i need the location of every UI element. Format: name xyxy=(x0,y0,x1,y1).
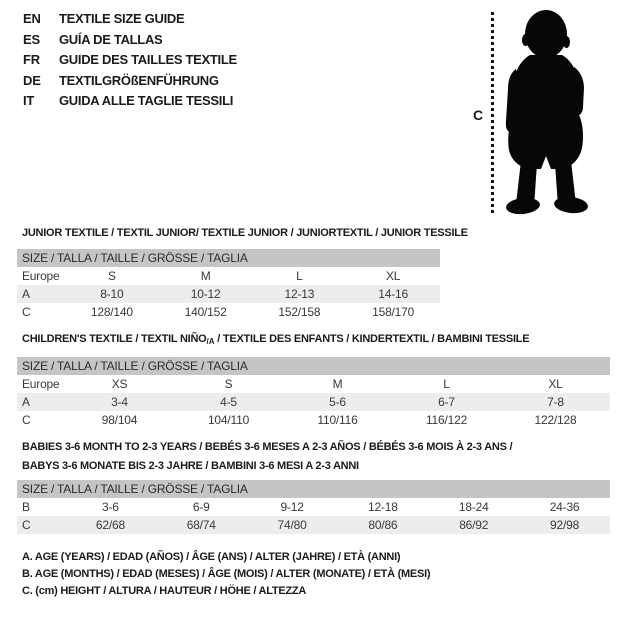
size-header-bar: SIZE / TALLA / TAILLE / GRÖSSE / TAGLIA xyxy=(17,357,610,375)
size-header-bar: SIZE / TALLA / TAILLE / GRÖSSE / TAGLIA xyxy=(17,249,440,267)
size-value: 74/80 xyxy=(277,518,307,532)
table-row xyxy=(17,285,440,303)
babies-size-table xyxy=(17,480,610,534)
size-value: XS xyxy=(111,377,128,391)
section-title-text: / TEXTILE DES ENFANTS / KINDERTEXTIL / BAMBINI TESSILE xyxy=(214,333,530,345)
size-value: 3-4 xyxy=(111,395,128,409)
size-value: 12-13 xyxy=(284,287,315,301)
size-value: 98/104 xyxy=(101,413,138,427)
size-value: XL xyxy=(385,269,401,283)
babies-section-title xyxy=(22,439,582,475)
size-value: 140/152 xyxy=(184,305,227,319)
size-value: 128/140 xyxy=(90,305,133,319)
size-value: 14-16 xyxy=(378,287,408,301)
size-value: L xyxy=(296,269,303,283)
toddler-silhouette xyxy=(500,9,592,215)
legend-line-b: B. AGE (MONTHS) / EDAD (MESES) / ÂGE (MOIS) / ALTER (MONATE) / ETÀ (MESI) xyxy=(22,568,431,580)
language-code: ES xyxy=(23,31,40,47)
size-value: 62/68 xyxy=(95,518,125,532)
size-value: 158/170 xyxy=(372,305,415,319)
language-title: GUIDA ALLE TAGLIE TESSILI xyxy=(59,93,234,108)
size-value: 116/122 xyxy=(425,413,468,427)
size-value: 8-10 xyxy=(100,287,124,301)
legend-line-a: A. AGE (YEARS) / EDAD (AÑOS) / ÂGE (ANS) / ALTER (JAHRE) / ETÀ (ANNI) xyxy=(22,551,401,563)
language-code: IT xyxy=(23,93,35,108)
language-row-fr xyxy=(23,50,237,71)
section-title-text: CHILDREN'S TEXTILE / TEXTIL NIÑO xyxy=(22,333,207,345)
size-value: 5-6 xyxy=(329,395,346,409)
size-value: M xyxy=(200,269,211,283)
size-value: 80/86 xyxy=(368,518,398,532)
size-header-bar: SIZE / TALLA / TAILLE / GRÖSSE / TAGLIA xyxy=(17,480,610,498)
table-row xyxy=(17,393,610,411)
table-row xyxy=(17,411,610,429)
language-title: TEXTILGRÖßENFÜHRUNG xyxy=(59,72,219,88)
size-value: 92/98 xyxy=(550,518,580,532)
language-code: FR xyxy=(23,52,40,67)
section-title-subscript: /A xyxy=(206,337,215,346)
size-value: L xyxy=(443,377,450,391)
table-row xyxy=(17,498,610,516)
size-value: 24-36 xyxy=(549,500,580,514)
size-value: 152/158 xyxy=(278,305,321,319)
row-label: A xyxy=(22,287,30,301)
size-value: 9-12 xyxy=(280,500,304,514)
height-measure-dotted-line xyxy=(491,12,494,213)
row-label: C xyxy=(22,518,31,532)
language-title: GUIDE DES TAILLES TEXTILE xyxy=(59,52,237,67)
table-row xyxy=(17,303,440,321)
size-value: M xyxy=(332,377,343,391)
language-row-de xyxy=(23,71,237,92)
language-title: TEXTILE SIZE GUIDE xyxy=(59,11,185,26)
table-row xyxy=(17,516,610,534)
junior-section-title xyxy=(22,225,468,244)
size-value: 68/74 xyxy=(186,518,216,532)
size-value: S xyxy=(224,377,233,391)
row-label: A xyxy=(22,395,30,409)
children-size-table xyxy=(17,357,610,429)
size-value: 86/92 xyxy=(459,518,489,532)
language-title-list xyxy=(23,9,237,112)
measure-legend xyxy=(22,549,430,600)
row-label: Europe xyxy=(22,377,60,391)
size-value: XL xyxy=(548,377,563,391)
size-value: 104/110 xyxy=(207,413,250,427)
row-label: B xyxy=(22,500,30,514)
language-code: DE xyxy=(23,72,41,88)
junior-size-table xyxy=(17,249,440,321)
table-row xyxy=(17,267,440,285)
size-value: 7-8 xyxy=(547,395,564,409)
language-code: EN xyxy=(23,11,41,26)
row-label: C xyxy=(22,305,31,319)
size-value: 4-5 xyxy=(220,395,237,409)
size-value: 10-12 xyxy=(190,287,221,301)
size-value: 110/116 xyxy=(317,413,358,427)
legend-line-c: C. (cm) HEIGHT / ALTURA / HAUTEUR / HÖHE / ALTEZZA xyxy=(22,585,307,597)
section-title-line2: BABYS 3-6 MONATE BIS 2-3 JAHRE / BAMBINI 3-6 MESI A 2-3 ANNI xyxy=(22,460,359,472)
children-section-title xyxy=(22,331,529,350)
row-label: C xyxy=(22,413,31,427)
table-row xyxy=(17,375,610,393)
language-row-en xyxy=(23,9,237,30)
language-row-it xyxy=(23,91,237,112)
section-title-text: JUNIOR TEXTILE / TEXTIL JUNIOR/ TEXTILE JUNIOR / JUNIORTEXTIL / JUNIOR TESSILE xyxy=(22,227,468,239)
size-value: S xyxy=(107,269,116,283)
language-title: GUÍA DE TALLAS xyxy=(59,31,163,47)
size-value: 6-7 xyxy=(438,395,455,409)
size-value: 12-18 xyxy=(368,500,398,514)
row-label: Europe xyxy=(22,269,60,283)
size-value: 122/128 xyxy=(534,413,577,427)
size-value: 6-9 xyxy=(192,500,210,514)
size-value: 3-6 xyxy=(102,500,119,514)
size-value: 18-24 xyxy=(458,500,489,514)
section-title-text: BABIES 3-6 MONTH TO 2-3 YEARS / BEBÉS 3-6 MESES A 2-3 AÑOS / BÉBÉS 3-6 MOIS À 2-3 ANS / xyxy=(22,441,513,453)
height-measure-label: C xyxy=(473,107,484,123)
language-row-es xyxy=(23,30,237,51)
